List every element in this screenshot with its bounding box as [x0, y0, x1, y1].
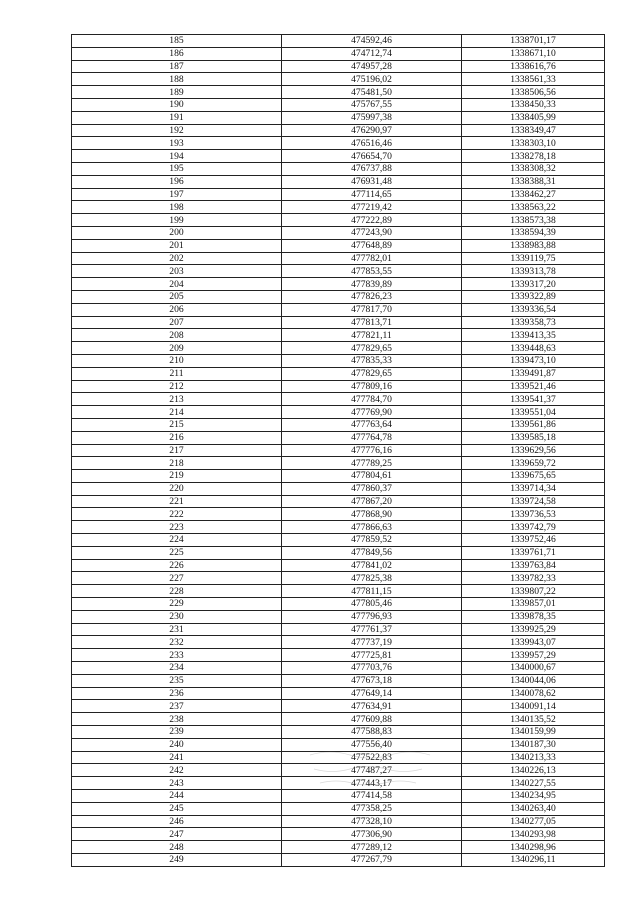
x-coordinate-cell: 477522,83 [282, 751, 462, 764]
y-coordinate-cell: 1339857,01 [462, 598, 605, 611]
point-number-cell: 211 [72, 367, 282, 380]
x-coordinate-cell: 477868,90 [282, 508, 462, 521]
x-coordinate-cell: 477804,61 [282, 470, 462, 483]
table-row [72, 623, 605, 636]
x-coordinate-cell: 477764,78 [282, 431, 462, 444]
table-row [72, 546, 605, 559]
table-row [72, 150, 605, 163]
x-coordinate-cell: 474957,28 [282, 60, 462, 73]
y-coordinate-cell: 1339541,37 [462, 393, 605, 406]
point-number-cell: 224 [72, 534, 282, 547]
y-coordinate-cell: 1339317,20 [462, 278, 605, 291]
y-coordinate-cell: 1339957,29 [462, 649, 605, 662]
x-coordinate-cell: 476931,48 [282, 175, 462, 188]
table-row [72, 252, 605, 265]
point-number-cell: 201 [72, 239, 282, 252]
x-coordinate-cell: 477866,63 [282, 521, 462, 534]
table-row [72, 214, 605, 227]
y-coordinate-cell: 1339724,58 [462, 495, 605, 508]
y-coordinate-cell: 1338701,17 [462, 35, 605, 48]
y-coordinate-cell: 1339322,89 [462, 290, 605, 303]
y-coordinate-cell: 1338405,99 [462, 111, 605, 124]
table-row [72, 239, 605, 252]
table-row [72, 649, 605, 662]
x-coordinate-cell: 477853,55 [282, 265, 462, 278]
x-coordinate-cell: 474592,46 [282, 35, 462, 48]
y-coordinate-cell: 1339752,46 [462, 534, 605, 547]
point-number-cell: 240 [72, 738, 282, 751]
y-coordinate-cell: 1339336,54 [462, 303, 605, 316]
y-coordinate-cell: 1339659,72 [462, 457, 605, 470]
table-row [72, 662, 605, 675]
x-coordinate-cell: 477763,64 [282, 418, 462, 431]
y-coordinate-cell: 1340078,62 [462, 687, 605, 700]
x-coordinate-cell: 477443,17 [282, 777, 462, 790]
point-number-cell: 206 [72, 303, 282, 316]
table-row [72, 35, 605, 48]
point-number-cell: 204 [72, 278, 282, 291]
point-number-cell: 231 [72, 623, 282, 636]
x-coordinate-cell: 477703,76 [282, 662, 462, 675]
y-coordinate-cell: 1340298,96 [462, 841, 605, 854]
x-coordinate-cell: 477487,27 [282, 764, 462, 777]
x-coordinate-cell: 477776,16 [282, 444, 462, 457]
x-coordinate-cell: 477648,89 [282, 239, 462, 252]
table-row [72, 342, 605, 355]
y-coordinate-cell: 1339358,73 [462, 316, 605, 329]
x-coordinate-cell: 477839,89 [282, 278, 462, 291]
table-row [72, 636, 605, 649]
y-coordinate-cell: 1339878,35 [462, 610, 605, 623]
point-number-cell: 235 [72, 674, 282, 687]
point-number-cell: 241 [72, 751, 282, 764]
x-coordinate-cell: 476290,97 [282, 124, 462, 137]
point-number-cell: 225 [72, 546, 282, 559]
y-coordinate-cell: 1339119,75 [462, 252, 605, 265]
x-coordinate-cell: 477649,14 [282, 687, 462, 700]
table-row [72, 188, 605, 201]
point-number-cell: 233 [72, 649, 282, 662]
y-coordinate-cell: 1340091,14 [462, 700, 605, 713]
y-coordinate-cell: 1340213,33 [462, 751, 605, 764]
table-row [72, 98, 605, 111]
y-coordinate-cell: 1338563,22 [462, 201, 605, 214]
point-number-cell: 200 [72, 226, 282, 239]
table-row [72, 700, 605, 713]
point-number-cell: 227 [72, 572, 282, 585]
point-number-cell: 223 [72, 521, 282, 534]
y-coordinate-cell: 1339448,63 [462, 342, 605, 355]
x-coordinate-cell: 477817,70 [282, 303, 462, 316]
x-coordinate-cell: 477267,79 [282, 854, 462, 867]
y-coordinate-cell: 1339629,56 [462, 444, 605, 457]
x-coordinate-cell: 477825,38 [282, 572, 462, 585]
table-row [72, 598, 605, 611]
y-coordinate-cell: 1338303,10 [462, 137, 605, 150]
y-coordinate-cell: 1338506,56 [462, 86, 605, 99]
y-coordinate-cell: 1339675,65 [462, 470, 605, 483]
y-coordinate-cell: 1340044,06 [462, 674, 605, 687]
y-coordinate-cell: 1339742,79 [462, 521, 605, 534]
point-number-cell: 185 [72, 35, 282, 48]
x-coordinate-cell: 477805,46 [282, 598, 462, 611]
table-row [72, 687, 605, 700]
point-number-cell: 217 [72, 444, 282, 457]
y-coordinate-cell: 1339551,04 [462, 406, 605, 419]
y-coordinate-cell: 1338308,32 [462, 162, 605, 175]
point-number-cell: 207 [72, 316, 282, 329]
y-coordinate-cell: 1340227,55 [462, 777, 605, 790]
y-coordinate-cell: 1339763,84 [462, 559, 605, 572]
point-number-cell: 195 [72, 162, 282, 175]
point-number-cell: 197 [72, 188, 282, 201]
x-coordinate-cell: 477725,81 [282, 649, 462, 662]
y-coordinate-cell: 1339585,18 [462, 431, 605, 444]
table-row [72, 713, 605, 726]
y-coordinate-cell: 1340000,67 [462, 662, 605, 675]
x-coordinate-cell: 477860,37 [282, 482, 462, 495]
x-coordinate-cell: 477841,02 [282, 559, 462, 572]
table-row [72, 137, 605, 150]
faded-stamp-mark [300, 735, 460, 805]
point-number-cell: 213 [72, 393, 282, 406]
point-number-cell: 218 [72, 457, 282, 470]
x-coordinate-cell: 474712,74 [282, 47, 462, 60]
y-coordinate-cell: 1339736,53 [462, 508, 605, 521]
y-coordinate-cell: 1339807,22 [462, 585, 605, 598]
x-coordinate-cell: 477761,37 [282, 623, 462, 636]
x-coordinate-cell: 477849,56 [282, 546, 462, 559]
table-row [72, 534, 605, 547]
y-coordinate-cell: 1338388,31 [462, 175, 605, 188]
point-number-cell: 198 [72, 201, 282, 214]
y-coordinate-cell: 1339714,34 [462, 482, 605, 495]
point-number-cell: 192 [72, 124, 282, 137]
table-row [72, 265, 605, 278]
x-coordinate-cell: 476737,88 [282, 162, 462, 175]
point-number-cell: 191 [72, 111, 282, 124]
point-number-cell: 245 [72, 802, 282, 815]
table-row [72, 124, 605, 137]
point-number-cell: 202 [72, 252, 282, 265]
y-coordinate-cell: 1339761,71 [462, 546, 605, 559]
point-number-cell: 243 [72, 777, 282, 790]
y-coordinate-cell: 1338462,27 [462, 188, 605, 201]
table-row [72, 111, 605, 124]
table-row [72, 316, 605, 329]
table-row [72, 162, 605, 175]
x-coordinate-cell: 477813,71 [282, 316, 462, 329]
point-number-cell: 236 [72, 687, 282, 700]
x-coordinate-cell: 477328,10 [282, 815, 462, 828]
point-number-cell: 203 [72, 265, 282, 278]
x-coordinate-cell: 477796,93 [282, 610, 462, 623]
point-number-cell: 193 [72, 137, 282, 150]
table-row [72, 278, 605, 291]
point-number-cell: 244 [72, 790, 282, 803]
point-number-cell: 230 [72, 610, 282, 623]
x-coordinate-cell: 477634,91 [282, 700, 462, 713]
point-number-cell: 194 [72, 150, 282, 163]
table-row [72, 393, 605, 406]
point-number-cell: 205 [72, 290, 282, 303]
table-row [72, 508, 605, 521]
table-row [72, 495, 605, 508]
x-coordinate-cell: 477829,65 [282, 367, 462, 380]
x-coordinate-cell: 477859,52 [282, 534, 462, 547]
point-number-cell: 190 [72, 98, 282, 111]
y-coordinate-cell: 1339473,10 [462, 354, 605, 367]
table-row [72, 303, 605, 316]
point-number-cell: 226 [72, 559, 282, 572]
y-coordinate-cell: 1339782,33 [462, 572, 605, 585]
point-number-cell: 216 [72, 431, 282, 444]
x-coordinate-cell: 477609,88 [282, 713, 462, 726]
point-number-cell: 208 [72, 329, 282, 342]
x-coordinate-cell: 477588,83 [282, 726, 462, 739]
y-coordinate-cell: 1340226,13 [462, 764, 605, 777]
table-row [72, 457, 605, 470]
y-coordinate-cell: 1338983,88 [462, 239, 605, 252]
y-coordinate-cell: 1338671,10 [462, 47, 605, 60]
table-row [72, 482, 605, 495]
point-number-cell: 242 [72, 764, 282, 777]
x-coordinate-cell: 476654,70 [282, 150, 462, 163]
point-number-cell: 219 [72, 470, 282, 483]
point-number-cell: 214 [72, 406, 282, 419]
point-number-cell: 209 [72, 342, 282, 355]
x-coordinate-cell: 477782,01 [282, 252, 462, 265]
y-coordinate-cell: 1340296,11 [462, 854, 605, 867]
y-coordinate-cell: 1338561,33 [462, 73, 605, 86]
y-coordinate-cell: 1339313,78 [462, 265, 605, 278]
x-coordinate-cell: 477219,42 [282, 201, 462, 214]
x-coordinate-cell: 477835,33 [282, 354, 462, 367]
table-row [72, 329, 605, 342]
table-row [72, 828, 605, 841]
x-coordinate-cell: 477556,40 [282, 738, 462, 751]
table-row [72, 73, 605, 86]
point-number-cell: 215 [72, 418, 282, 431]
y-coordinate-cell: 1338616,76 [462, 60, 605, 73]
y-coordinate-cell: 1339491,87 [462, 367, 605, 380]
y-coordinate-cell: 1340234,95 [462, 790, 605, 803]
point-number-cell: 232 [72, 636, 282, 649]
y-coordinate-cell: 1338594,39 [462, 226, 605, 239]
table-row [72, 815, 605, 828]
table-row [72, 367, 605, 380]
point-number-cell: 186 [72, 47, 282, 60]
table-row [72, 175, 605, 188]
y-coordinate-cell: 1338349,47 [462, 124, 605, 137]
table-row [72, 521, 605, 534]
table-row [72, 431, 605, 444]
y-coordinate-cell: 1340159,99 [462, 726, 605, 739]
y-coordinate-cell: 1340135,52 [462, 713, 605, 726]
x-coordinate-cell: 477222,89 [282, 214, 462, 227]
table-row [72, 60, 605, 73]
point-number-cell: 238 [72, 713, 282, 726]
x-coordinate-cell: 475767,55 [282, 98, 462, 111]
point-number-cell: 187 [72, 60, 282, 73]
table-row [72, 585, 605, 598]
point-number-cell: 247 [72, 828, 282, 841]
x-coordinate-cell: 477306,90 [282, 828, 462, 841]
table-row [72, 610, 605, 623]
point-number-cell: 189 [72, 86, 282, 99]
y-coordinate-cell: 1339521,46 [462, 380, 605, 393]
x-coordinate-cell: 477867,20 [282, 495, 462, 508]
point-number-cell: 237 [72, 700, 282, 713]
x-coordinate-cell: 477414,58 [282, 790, 462, 803]
point-number-cell: 229 [72, 598, 282, 611]
x-coordinate-cell: 477826,23 [282, 290, 462, 303]
table-row [72, 418, 605, 431]
table-row [72, 201, 605, 214]
y-coordinate-cell: 1340187,30 [462, 738, 605, 751]
x-coordinate-cell: 477809,16 [282, 380, 462, 393]
table-row [72, 406, 605, 419]
point-number-cell: 228 [72, 585, 282, 598]
point-number-cell: 188 [72, 73, 282, 86]
y-coordinate-cell: 1339561,86 [462, 418, 605, 431]
y-coordinate-cell: 1338450,33 [462, 98, 605, 111]
y-coordinate-cell: 1340263,40 [462, 802, 605, 815]
y-coordinate-cell: 1338573,38 [462, 214, 605, 227]
table-row [72, 470, 605, 483]
table-row [72, 290, 605, 303]
point-number-cell: 246 [72, 815, 282, 828]
x-coordinate-cell: 475997,38 [282, 111, 462, 124]
point-number-cell: 239 [72, 726, 282, 739]
table-row [72, 47, 605, 60]
y-coordinate-cell: 1339413,35 [462, 329, 605, 342]
x-coordinate-cell: 477821,11 [282, 329, 462, 342]
point-number-cell: 248 [72, 841, 282, 854]
point-number-cell: 222 [72, 508, 282, 521]
table-row [72, 841, 605, 854]
point-number-cell: 196 [72, 175, 282, 188]
point-number-cell: 210 [72, 354, 282, 367]
x-coordinate-cell: 475481,50 [282, 86, 462, 99]
table-row [72, 226, 605, 239]
x-coordinate-cell: 477811,15 [282, 585, 462, 598]
table-row [72, 674, 605, 687]
point-number-cell: 249 [72, 854, 282, 867]
y-coordinate-cell: 1339925,29 [462, 623, 605, 636]
table-row [72, 380, 605, 393]
point-number-cell: 221 [72, 495, 282, 508]
x-coordinate-cell: 477358,25 [282, 802, 462, 815]
x-coordinate-cell: 477829,65 [282, 342, 462, 355]
table-row [72, 86, 605, 99]
x-coordinate-cell: 476516,46 [282, 137, 462, 150]
x-coordinate-cell: 477243,90 [282, 226, 462, 239]
point-number-cell: 220 [72, 482, 282, 495]
x-coordinate-cell: 477784,70 [282, 393, 462, 406]
y-coordinate-cell: 1338278,18 [462, 150, 605, 163]
x-coordinate-cell: 477789,25 [282, 457, 462, 470]
y-coordinate-cell: 1339943,07 [462, 636, 605, 649]
x-coordinate-cell: 477114,65 [282, 188, 462, 201]
table-row [72, 444, 605, 457]
x-coordinate-cell: 477737,19 [282, 636, 462, 649]
point-number-cell: 212 [72, 380, 282, 393]
x-coordinate-cell: 477289,12 [282, 841, 462, 854]
x-coordinate-cell: 477769,90 [282, 406, 462, 419]
x-coordinate-cell: 475196,02 [282, 73, 462, 86]
point-number-cell: 199 [72, 214, 282, 227]
table-row [72, 559, 605, 572]
x-coordinate-cell: 477673,18 [282, 674, 462, 687]
table-row [72, 572, 605, 585]
table-row [72, 854, 605, 867]
y-coordinate-cell: 1340293,98 [462, 828, 605, 841]
point-number-cell: 234 [72, 662, 282, 675]
y-coordinate-cell: 1340277,05 [462, 815, 605, 828]
table-row [72, 354, 605, 367]
